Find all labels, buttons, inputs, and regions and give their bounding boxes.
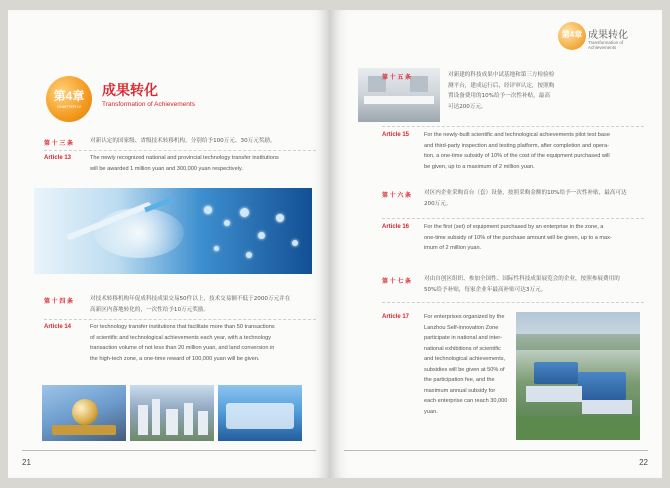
chapter-subtitle: Transformation of Achievements <box>102 101 195 108</box>
article-13-cn-text: 对新认定的国家级、省级技术转移机构，分别给予100万元、30万元奖励。 <box>90 138 276 144</box>
footer-rule <box>22 450 316 451</box>
chapter-badge <box>46 76 92 122</box>
bench-shape <box>364 96 434 104</box>
text-line: participate in national and inter- <box>424 335 503 341</box>
text-line: yuan. <box>424 408 438 415</box>
text-line: For the first (set) of equipment purchased by an enterprise in the zone, a <box>424 224 604 230</box>
city-aerial-photo <box>130 385 214 441</box>
article-15-en-text <box>424 130 650 172</box>
text-line: will be awarded 1 million yuan and 300,000 yuan respectively. <box>90 165 243 172</box>
building-shape <box>582 400 632 414</box>
chapter-badge-text: 第4章 <box>561 30 583 39</box>
building-roof-shape <box>534 362 578 384</box>
building-roof-shape <box>578 372 626 400</box>
light-glow <box>94 208 184 258</box>
text-line: and third-party inspection and testing platform, after completion and opera- <box>424 142 610 149</box>
article-15-cn-label: 第 十 五 条 <box>382 75 412 81</box>
globe-coins-photo <box>42 385 126 441</box>
building-shape <box>526 386 582 402</box>
text-line: 对技术转移机构年促成科技成果交易50件以上，技术交易额不低于2000万元并在 <box>90 296 291 302</box>
article-14-cn-label: 第 十 四 条 <box>44 299 74 305</box>
text-line: 测平台，建成运行后，经评审认定，按照购 <box>448 82 555 89</box>
text-line: 置设备费用的10%给予一次性补贴，最高 <box>448 93 550 99</box>
left-page <box>8 10 330 478</box>
trees-area <box>516 416 640 440</box>
chapter-title: 成果转化 <box>102 83 158 99</box>
globe-shape <box>72 399 98 425</box>
article-17-cn-label: 第 十 七 条 <box>382 279 412 285</box>
coin-stack-shape <box>52 425 116 435</box>
article-16-cn-label: 第 十 六 条 <box>382 193 412 199</box>
text-line: the participation fee, and the <box>424 377 495 383</box>
text-line: For enterprises organized by the <box>424 314 505 320</box>
text-line: one-time subsidy of 10% of the purchase amount will be given, up to a max- <box>424 234 612 241</box>
campus-aerial-photo <box>516 312 640 440</box>
text-line: each enterprise can reach 30,000 <box>424 398 508 404</box>
text-line: For the newly-built scientific and technological achievements pilot test base <box>424 132 610 138</box>
article-16-cn-text <box>424 188 650 209</box>
right-page <box>330 10 662 478</box>
text-line: transaction volume of not less than 20 million yuan, and land conversion in <box>90 345 275 351</box>
text-line: 对新建的科技成果中试基地和第三方检验检 <box>448 72 555 78</box>
chapter-badge-small <box>558 22 586 50</box>
divider <box>382 302 644 303</box>
building-shape <box>184 403 193 435</box>
text-line: and technological achievements, <box>424 356 506 362</box>
hills-area <box>516 334 640 350</box>
page-number-right: 22 <box>639 458 648 467</box>
page-number-left: 21 <box>22 458 31 467</box>
molecule-node <box>246 252 252 258</box>
divider <box>382 218 644 219</box>
text-line: maximum annual subsidy for <box>424 387 496 394</box>
divider <box>44 150 316 151</box>
article-14-cn-text <box>90 294 320 315</box>
article-13-en-label: Article 13 <box>44 155 72 161</box>
text-line: 50%给予补贴，每家企业年最高补贴可达3万元。 <box>424 286 547 293</box>
text-line: 200万元。 <box>424 200 452 207</box>
building-shape <box>152 399 160 435</box>
chapter-badge-text: 第4章 <box>53 89 85 103</box>
text-line: For technology transfer institutions that facilitate more than 50 transactions <box>90 324 275 330</box>
article-15-en-label: Article 15 <box>382 132 410 138</box>
article-16-en-label: Article 16 <box>382 224 410 230</box>
building-shape <box>198 411 208 435</box>
laboratory-equipment-photo <box>218 385 302 441</box>
chapter-badge-sub: CHAPTER IV <box>56 104 81 109</box>
text-line: The newly recognized national and provincial technology transfer institutions <box>90 155 279 161</box>
molecule-node <box>204 206 212 214</box>
text-line: be given, up to a maximum of 2 million yuan. <box>424 163 535 170</box>
text-line: 可达200万元。 <box>448 103 487 110</box>
molecule-node <box>276 214 284 222</box>
divider <box>44 319 316 320</box>
laboratory-banner-photo <box>34 188 312 274</box>
equipment-shape <box>226 403 294 429</box>
cabinet-shape <box>410 76 428 92</box>
molecule-node <box>224 220 230 226</box>
building-shape <box>166 409 178 435</box>
text-line: 对区内企业采购首台（套）设备，按照采购金额的10%给予一次性补贴，最高可达 <box>424 190 627 196</box>
article-17-en-text <box>424 312 516 417</box>
article-13-cn-label: 第 十 三 条 <box>44 141 74 147</box>
molecule-node <box>292 240 298 246</box>
text-line: 高新区内落地转化的，一次性给予10万元奖励。 <box>90 306 209 313</box>
text-line: Lanzhou Self-innovation Zone <box>424 324 499 331</box>
article-17-en-label: Article 17 <box>382 314 410 320</box>
text-line: imum of 2 million yuan. <box>424 245 482 251</box>
text-line: tion, a one-time subsidy of 10% of the cost of the equipment purchased will <box>424 153 610 159</box>
chapter-subtitle-small: Transformation of Achievements <box>588 40 624 50</box>
text-line: subsidies will be given at 50% of <box>424 366 505 373</box>
article-17-cn-text <box>424 274 650 295</box>
divider <box>382 126 644 127</box>
article-13-en-text <box>90 153 320 174</box>
article-14-en-text <box>90 322 320 364</box>
molecule-node <box>258 232 265 239</box>
text-line: national exhibitions of scientific <box>424 345 501 352</box>
article-16-en-text <box>424 222 650 254</box>
molecule-node <box>240 208 249 217</box>
article-14-en-label: Article 14 <box>44 324 72 330</box>
text-line: the high-tech zone, a one-time reward of 100,000 yuan will be given. <box>90 355 260 362</box>
text-line: of scientific and technological achievements each year, with a technology <box>90 334 271 341</box>
molecule-node <box>214 246 219 251</box>
building-shape <box>138 405 148 435</box>
text-line: 对由自创区组织、参加全国性、国际性科技成果展览会的企业，按照参展费用的 <box>424 276 620 282</box>
article-15-cn-text <box>448 70 648 112</box>
chapter-title-small: 成果转化 <box>588 30 628 41</box>
footer-rule <box>344 450 648 451</box>
